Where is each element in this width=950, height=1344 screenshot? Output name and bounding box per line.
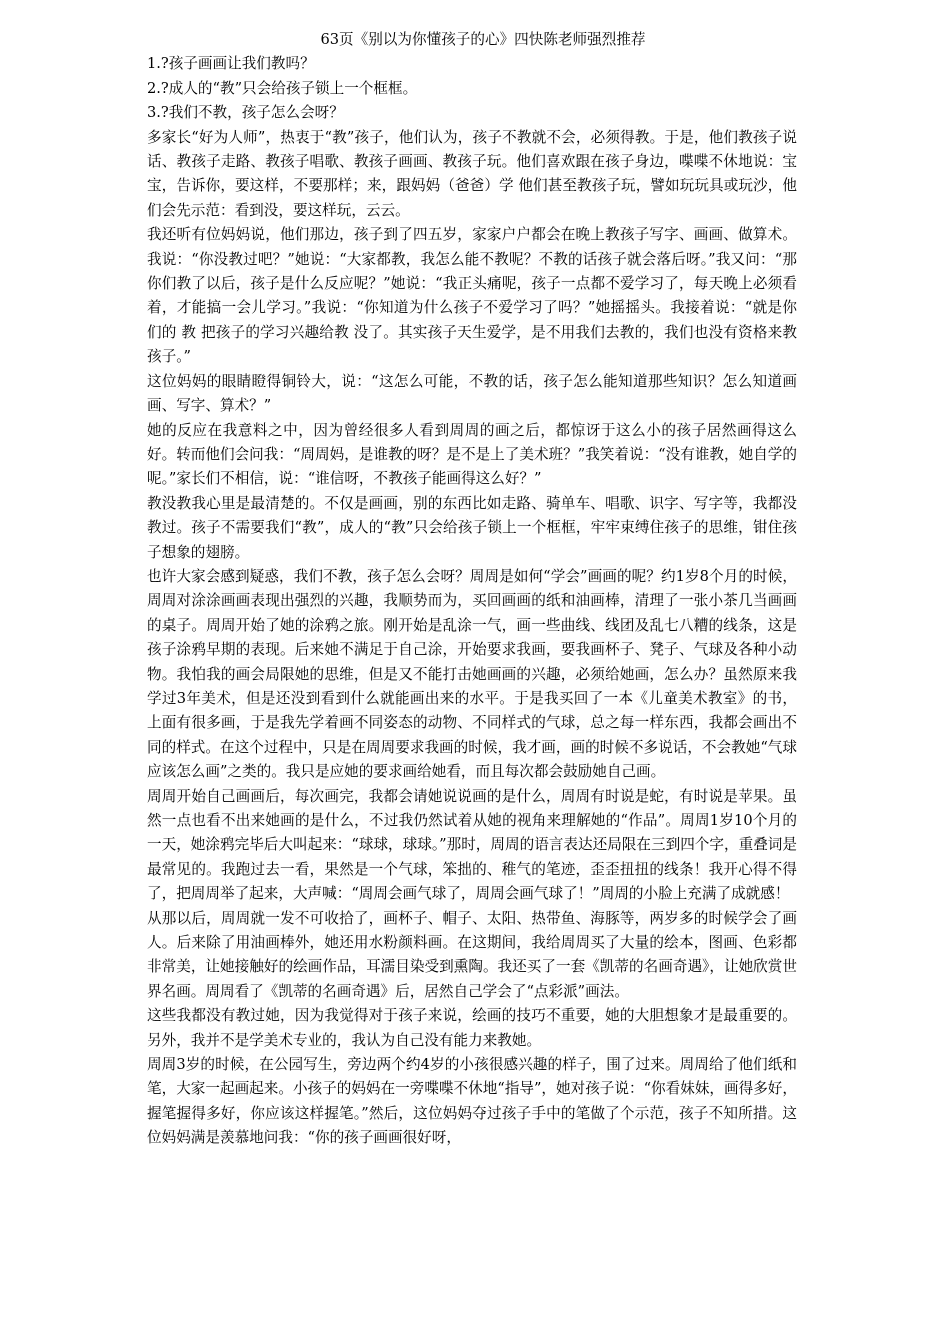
question-3: 3.?我们不教，孩子怎么会呀？ [147, 104, 344, 122]
paragraph: 我还听有位妈妈说，他们那边，孩子到了四五岁，家家户户都会在晚上教孩子写字、画画、做算术。我说：“你没教过吧？”她说：“大家都教，我怎么能不教呢？不教的话孩子就会落后呀。”我又问：“那你们教了以后，孩子是什么反应呢？”她说：“我正头痛呢，孩子一点都不爱学习了，每天晚上必须看着，才能搞一会儿学习。”我说：“你知道为什么孩子不爱学习了吗？”她摇摇头。我接着说：“就是你们的 教 把孩子的学习兴趣给教 没了。其实孩子天生爱学，是不用我们去教的，我们也没有资格来教孩子。” [147, 226, 797, 366]
document-title: 63页《别以为你懂孩子的心》四快陈老师强烈推荐 [320, 31, 646, 48]
paragraph: 周周3岁的时候，在公园写生，旁边两个约4岁的小孩很感兴趣的样子，围了过来。周周给了他们纸和笔，大家一起画起来。小孩子的妈妈在一旁喋喋不休地“指导”，她对孩子说：“你看妹妹，画得多好，握笔握得多好，你应该这样握笔。”然后，这位妈妈夺过孩子手中的笔做了个示范，孩子不知所措。这位妈妈满是羡慕地问我：“你的孩子画画很好呀， [147, 1056, 797, 1147]
paragraph: 从那以后，周周就一发不可收拾了，画杯子、帽子、太阳、热带鱼、海豚等，两岁多的时候学会了画人。后来除了用油画棒外，她还用水粉颜料画。在这期间，我给周周买了大量的绘本，图画、色彩都非常美，让她接触好的绘画作品，耳濡目染受到熏陶。我还买了一套《凯蒂的名画奇遇》，让她欣赏世界名画。周周看了《凯蒂的名画奇遇》后，居然自己学会了“点彩派”画法。 [147, 909, 797, 1000]
paragraph: 也许大家会感到疑惑，我们不教，孩子怎么会呀？周周是如何“学会”画画的呢？约1岁8个月的时候，周周对涂涂画画表现出强烈的兴趣，我顺势而为，买回画画的纸和油画棒，清理了一张小茶几当画画的桌子。周周开始了她的涂鸦之旅。刚开始是乱涂一气，画一些曲线、线团及乱七八糟的线条，这是孩子涂鸦早期的表现。后来她不满足于自己涂，开始要求我画，要我画杯子、凳子、气球及各种小动物。我怕我的画会局限她的思维，但是又不能打击她画画的兴趣，必须给她画，怎么办？虽然原来我学过3年美术，但是还没到看到什么就能画出来的水平。于是我买回了一本《儿童美术教室》的书，上面有很多画，于是我先学着画不同姿态的动物、不同样式的气球，总之每一样东西，我都会画出不同的样式。在这个过程中，只是在周周要求我画的时候，我才画，画的时候不多说话，不会教她“气球应该怎么画”之类的。我只是应她的要求画给她看，而且每次都会鼓励她自己画。 [147, 567, 797, 781]
paragraph: 教没教我心里是最清楚的。不仅是画画，别的东西比如走路、骑单车、唱歌、识字、写字等，我都没教过。孩子不需要我们“教”，成人的“教”只会给孩子锁上一个框框，牢牢束缚住孩子的思维，钳住孩子想象的翅膀。 [147, 494, 797, 561]
paragraph: 多家长“好为人师”，热衷于“教”孩子，他们认为，孩子不教就不会，必须得教。于是，他们教孩子说话、教孩子走路、教孩子唱歌、教孩子画画、教孩子玩。他们喜欢跟在孩子身边，喋喋不休地说：宝宝，告诉你，要这样，不要那样；来，跟妈妈（爸爸）学 他们甚至教孩子玩，譬如玩玩具或玩沙，他们会先示范：看到没，要这样玩，云云。 [147, 128, 797, 219]
paragraph: 她的反应在我意料之中，因为曾经很多人看到周周的画之后，都惊讶于这么小的孩子居然画得这么好。转而他们会问我：“周周妈，是谁教的呀？是不是上了美术班？”我笑着说：“没有谁教，她自学的呢。”家长们不相信，说：“谁信呀，不教孩子能画得这么好？” [147, 421, 797, 488]
paragraph: 周周开始自己画画后，每次画完，我都会请她说说画的是什么，周周有时说是蛇，有时说是苹果。虽然一点也看不出来她画的是什么，不过我仍然试着从她的视角来理解她的“作品”。周周1岁10个月的一天，她涂鸦完毕后大叫起来：“球球，球球。”那时，周周的语言表达还局限在三到四个字，重叠词是最常见的。我跑过去一看，果然是一个气球，笨拙的、稚气的笔迹，歪歪扭扭的线条！我开心得不得了，把周周举了起来，大声喊：“周周会画气球了，周周会画气球了！”周周的小脸上充满了成就感！ [147, 787, 797, 903]
paragraph: 这位妈妈的眼睛瞪得铜铃大，说：“这怎么可能，不教的话，孩子怎么能知道那些知识？怎么知道画画、写字、算术？” [147, 372, 797, 415]
paragraph: 这些我都没有教过她，因为我觉得对于孩子来说，绘画的技巧不重要，她的大胆想象才是最重要的。另外，我并不是学美术专业的，我认为自己没有能力来教她。 [147, 1007, 797, 1049]
question-1: 1.?孩子画画让我们教吗？ [147, 55, 315, 73]
document-page [147, 28, 797, 1151]
question-2: 2.?成人的“教”只会给孩子锁上一个框框。 [147, 79, 418, 97]
